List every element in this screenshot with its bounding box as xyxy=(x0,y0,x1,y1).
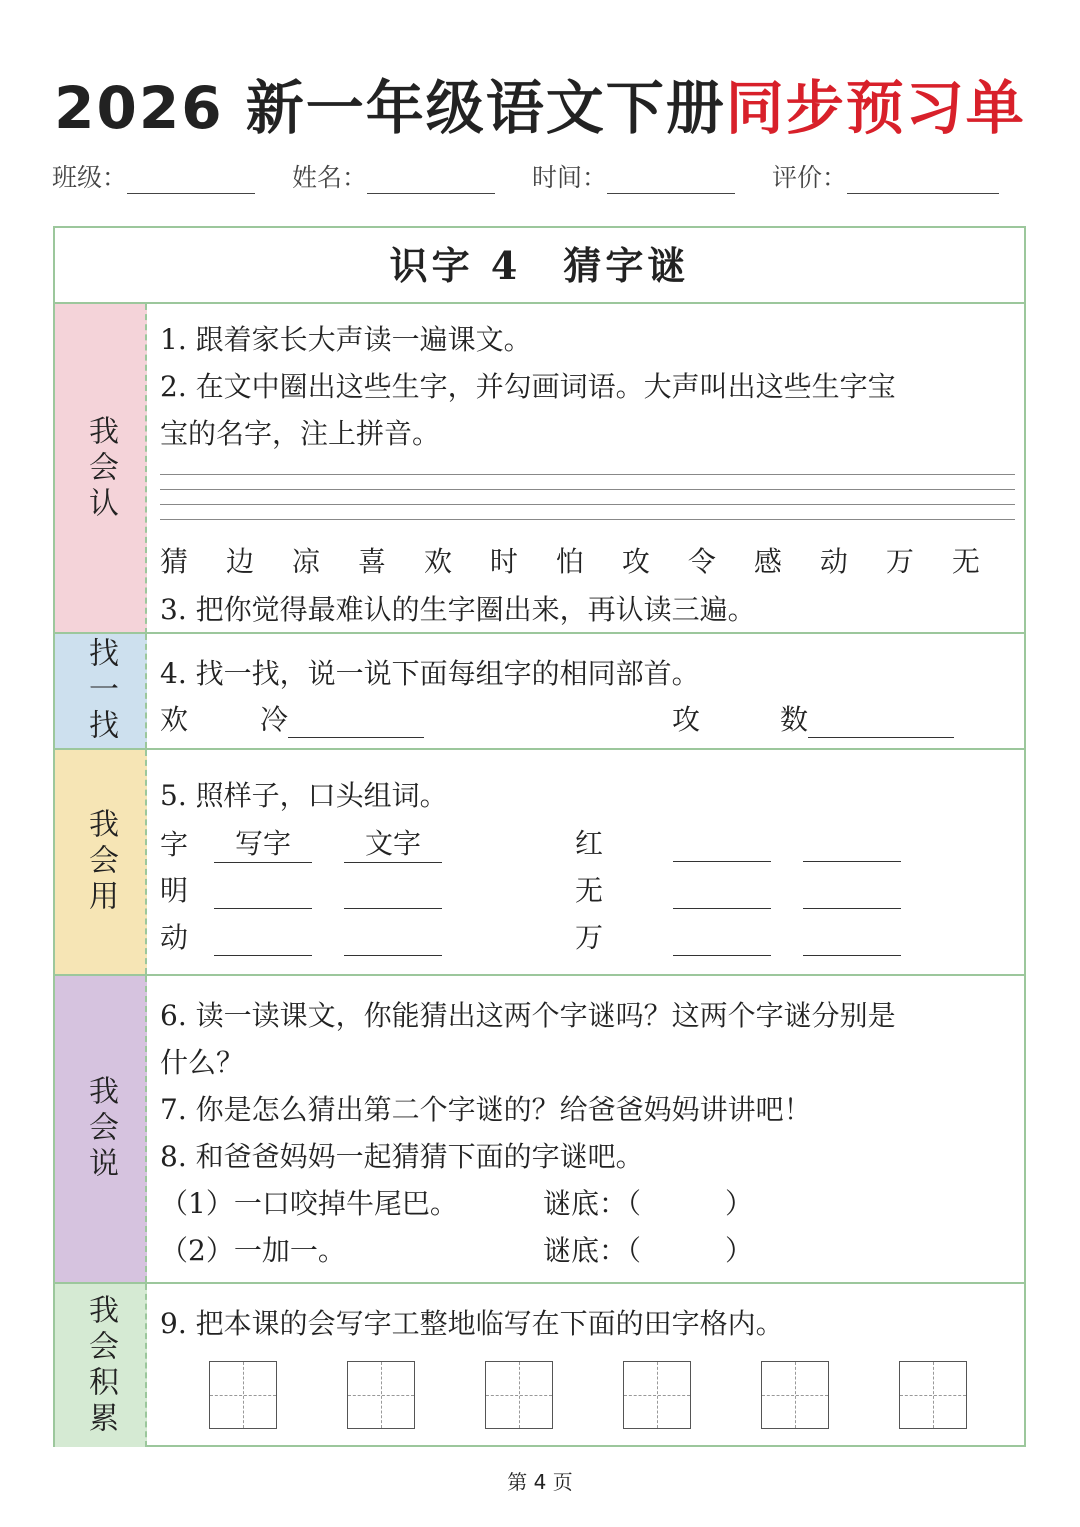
radical-group-1: 欢 冷 xyxy=(160,698,424,738)
pinyin-line[interactable] xyxy=(160,489,1015,490)
section-recognize xyxy=(55,304,1024,634)
word-row-3-left: 动 xyxy=(160,916,442,956)
name-field[interactable]: 姓名： xyxy=(292,158,495,194)
example-word: 文字 xyxy=(344,822,442,863)
worksheet-table xyxy=(53,226,1026,1447)
character: 令 xyxy=(687,545,716,578)
answer-blank[interactable] xyxy=(803,878,901,909)
student-info-row xyxy=(52,158,1017,198)
question-2-line1: 2. 在文中圈出这些生字，并勾画词语。大声叫出这些生字宝 xyxy=(160,370,896,403)
word-row-1-left: 字 写字 文字 xyxy=(160,822,442,863)
question-5: 5. 照样子，口头组词。 xyxy=(160,779,448,812)
new-characters-list xyxy=(160,540,980,580)
answer-blank[interactable] xyxy=(288,707,424,738)
section-speak xyxy=(55,976,1024,1282)
character: 无 xyxy=(951,545,980,578)
answer-blank[interactable] xyxy=(344,878,442,909)
character: 喜 xyxy=(357,545,386,578)
question-9: 9. 把本课的会写字工整地临写在下面的田字格内。 xyxy=(160,1307,784,1340)
tian-grid-box[interactable] xyxy=(761,1361,829,1429)
answer-blank[interactable] xyxy=(214,878,312,909)
word-row-3-right: 万 xyxy=(575,916,901,956)
word-row-1-right: 红 xyxy=(575,822,901,862)
character: 欢 xyxy=(423,545,452,578)
answer-blank[interactable] xyxy=(673,925,771,956)
answer-blank[interactable] xyxy=(803,925,901,956)
side-label-find: 找一找 xyxy=(55,634,147,748)
character: 攻 xyxy=(621,545,650,578)
riddle-2: （2）一加一。 xyxy=(160,1234,346,1267)
riddle-1: （1）一口咬掉牛尾巴。 xyxy=(160,1187,458,1220)
tian-grid-box[interactable] xyxy=(347,1361,415,1429)
question-1: 1. 跟着家长大声读一遍课文。 xyxy=(160,323,532,356)
character: 边 xyxy=(225,545,254,578)
word-row-2-right: 无 xyxy=(575,869,901,909)
riddle-1-answer[interactable]: 谜底：（ ） xyxy=(543,1187,754,1220)
riddle-2-answer[interactable]: 谜底：（ ） xyxy=(543,1234,754,1267)
pinyin-line[interactable] xyxy=(160,474,1015,475)
answer-blank[interactable] xyxy=(808,707,954,738)
tian-grid-box[interactable] xyxy=(209,1361,277,1429)
tian-grid-box[interactable] xyxy=(485,1361,553,1429)
lesson-title: 识字 4 猜字谜 xyxy=(55,228,1024,304)
page-number: 第 4 页 xyxy=(507,1470,573,1494)
tian-grid-box[interactable] xyxy=(899,1361,967,1429)
example-word: 写字 xyxy=(214,822,312,863)
answer-blank[interactable] xyxy=(344,925,442,956)
side-label-speak: 我会说 xyxy=(55,976,147,1282)
word-row-2-left: 明 xyxy=(160,869,442,909)
radical-group-2: 攻 数 xyxy=(672,698,954,738)
question-7: 7. 你是怎么猜出第二个字谜的？给爸爸妈妈讲讲吧！ xyxy=(160,1093,812,1126)
section-use xyxy=(55,750,1024,974)
question-4: 4. 找一找，说一说下面每组字的相同部首。 xyxy=(160,657,700,690)
character: 万 xyxy=(885,545,914,578)
character: 凉 xyxy=(291,545,320,578)
character: 猜 xyxy=(160,545,189,578)
tian-grid-box[interactable] xyxy=(623,1361,691,1429)
side-label-use: 我会用 xyxy=(55,750,147,974)
time-field[interactable]: 时间： xyxy=(532,158,735,194)
answer-blank[interactable] xyxy=(214,925,312,956)
class-field[interactable]: 班级： xyxy=(52,158,255,194)
question-3: 3. 把你觉得最难认的生字圈出来，再认读三遍。 xyxy=(160,593,756,626)
question-2-line2: 宝的名字，注上拼音。 xyxy=(160,417,441,450)
evaluation-field[interactable]: 评价： xyxy=(772,158,999,194)
character: 动 xyxy=(819,545,848,578)
question-6-line2: 什么？ xyxy=(160,1046,245,1079)
character: 感 xyxy=(753,545,782,578)
side-label-accumulate: 我会积累 xyxy=(55,1284,147,1447)
pinyin-line[interactable] xyxy=(160,504,1015,505)
question-8: 8. 和爸爸妈妈一起猜猜下面的字谜吧。 xyxy=(160,1140,644,1173)
character: 怕 xyxy=(555,545,584,578)
character: 时 xyxy=(489,545,518,578)
answer-blank[interactable] xyxy=(673,831,771,862)
answer-blank[interactable] xyxy=(803,831,901,862)
answer-blank[interactable] xyxy=(673,878,771,909)
question-6-line1: 6. 读一读课文，你能猜出这两个字谜吗？这两个字谜分别是 xyxy=(160,999,896,1032)
section-accumulate xyxy=(55,1284,1024,1447)
page-title: 2026 新一年级语文下册同步预习单 xyxy=(54,74,1026,142)
section-find xyxy=(55,634,1024,748)
pinyin-line[interactable] xyxy=(160,519,1015,520)
side-label-recognize: 我会认 xyxy=(55,304,147,634)
